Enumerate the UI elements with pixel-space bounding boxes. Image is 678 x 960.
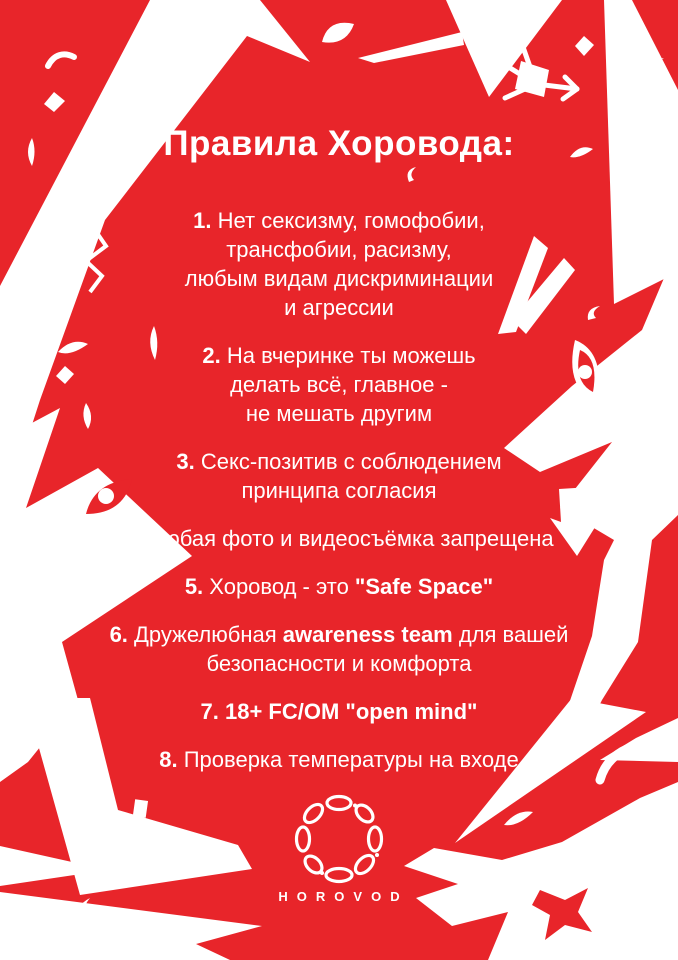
poster-title: Правила Хоровода: [163, 124, 515, 163]
rule-text: трансфобии, расизму, [226, 237, 452, 262]
rule-item [0, 524, 678, 553]
rule-text-bold: 3. [176, 449, 195, 474]
rule-text: делать всё, главное - [230, 372, 448, 397]
horovod-wordmark: HOROVOD [278, 889, 409, 904]
rule-item [0, 745, 678, 774]
rule-text: Проверка температуры на входе [177, 747, 519, 772]
rule-text: и агрессии [284, 295, 394, 320]
horovod-ring-icon [284, 793, 394, 885]
rule-item [0, 620, 678, 678]
rule-text-bold: "Safe Space" [354, 574, 494, 599]
rule-item [0, 206, 678, 322]
rule-item [0, 447, 678, 505]
rule-text-bold: 8. [159, 747, 178, 772]
horovod-logo [0, 793, 678, 904]
rule-text-bold: 1. [193, 208, 212, 233]
rule-text-bold: 5. [184, 574, 204, 599]
rule-text: Нет сексизму, гомофобии, [211, 208, 485, 233]
rule-text: безопасности и комфорта [206, 651, 472, 676]
rule-text: любым видам дискриминации [184, 266, 494, 291]
rule-text: Секс-позитив с соблюдением [194, 449, 502, 474]
rule-item [0, 572, 678, 601]
rule-text: На вчеринке ты можешь [220, 343, 476, 368]
rules-list [0, 206, 678, 774]
rule-text-bold: 7. 18+ FC/OM "open mind" [200, 699, 478, 724]
rule-item [0, 697, 678, 726]
rule-item [0, 341, 678, 428]
rule-text: для вашей [452, 622, 569, 647]
rule-text: Дружелюбная [127, 622, 283, 647]
rule-text-bold: 6. [109, 622, 128, 647]
rule-text: Любая фото и видеосъёмка запрещена [142, 526, 554, 551]
rule-text-bold: awareness team [282, 622, 453, 647]
rule-text-bold: 2. [202, 343, 221, 368]
rule-text: не мешать другим [245, 401, 433, 426]
rule-text: принципа согласия [241, 478, 437, 503]
rule-text: Хоровод - это [203, 574, 355, 599]
rule-text-bold: 4. [124, 526, 143, 551]
